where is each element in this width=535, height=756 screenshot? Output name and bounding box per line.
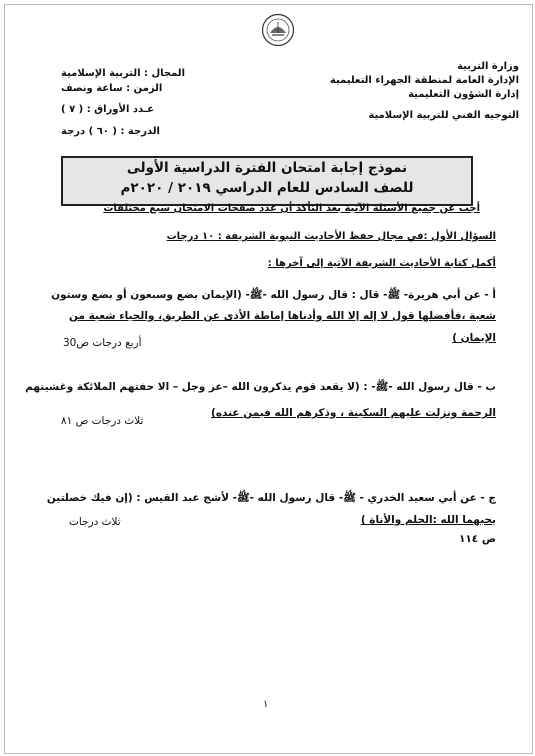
subject-field: المجال : التربية الإسلامية — [61, 68, 185, 79]
supervision-name: التوجيه الفني للتربية الإسلامية — [368, 110, 519, 121]
exam-title-box — [61, 156, 473, 206]
item-c-marks: ثلاث درجات — [69, 516, 121, 528]
item-a-line2: شعبة ،فأفضلها قول لا إله إلا الله وأدناها إماطة الأذى عن الطريق، والحياء شعبة من — [69, 310, 496, 322]
question1-heading: السؤال الأول :في مجال حفظ الأحاديث النبوية الشريفة : ١٠ درجات — [166, 231, 496, 242]
time-field: الزمن : ساعة ونصف — [61, 83, 163, 94]
page-number: ١ — [263, 699, 269, 710]
district-name: الإدارة العامة لمنطقة الجهراء التعليمية — [329, 75, 519, 86]
grade-field: الدرجة : ( ٦٠ ) درجة — [61, 126, 160, 137]
item-b-line1: ب - قال رسول الله -ﷺ- : (لا يقعد قوم يذكرون الله –عز وجل – الا حفتهم الملائكة وغشيتهم — [25, 381, 496, 393]
item-a-line3: الإيمان ) — [452, 332, 496, 344]
kuwait-emblem-icon — [261, 13, 295, 47]
document-page — [4, 4, 533, 754]
item-c-line2: يحبهما الله :الحلم والأناة ) — [360, 514, 496, 526]
ministry-name: وزارة التربية — [457, 61, 519, 72]
item-a-marks: أربع درجات ص30 — [63, 337, 142, 349]
question1-prompt: أكمل كتابة الأحاديث الشريفة الآتية إلى آخرها : — [267, 258, 496, 269]
item-b-line2: الرحمة ونزلت عليهم السكينة ، وذكرهم الله فيمن عنده) — [211, 407, 496, 419]
item-a-line1: أ - عن أبي هريرة- ﷺ- قال : قال رسول الله -ﷺ- (الإيمان بضع وسبعون أو بضع وستون — [51, 289, 496, 301]
department-name: إدارة الشؤون التعليمية — [408, 89, 519, 100]
exam-title: نموذج إجابة امتحان الفترة الدراسية الأولى — [126, 160, 408, 176]
instruction-text: أجب عن جميع الأسئلة الآتية بعد التأكد أن عدد صفحات الامتحان سبع مختلفات — [103, 203, 480, 214]
item-c-line1: ج - عن أبي سعيد الخدري - ﷺ- قال رسول الله -ﷺ- لأشج عبد القيس : (إن فيك خصلتين — [46, 492, 496, 504]
exam-subtitle: للصف السادس للعام الدراسي ٢٠١٩ / ٢٠٢٠م — [120, 180, 414, 196]
item-b-marks: ثلاث درجات ص ٨١ — [61, 415, 144, 427]
item-c-page: ص ١١٤ — [458, 533, 496, 545]
pages-field: عـدد الأوراق : ( ٧ ) — [61, 104, 155, 115]
